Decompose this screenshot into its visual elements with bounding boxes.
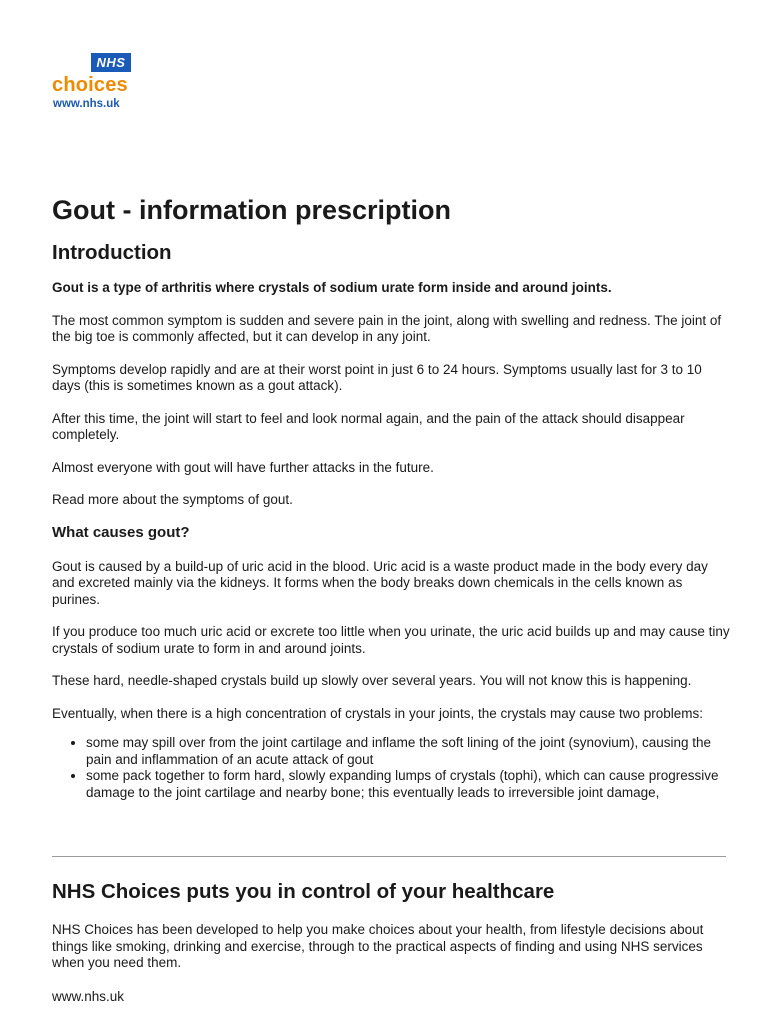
section-divider (52, 856, 726, 857)
intro-paragraph: Almost everyone with gout will have further attacks in the future. (52, 459, 434, 475)
causes-paragraph: These hard, needle-shaped crystals build up slowly over several years. You will not know this is happening. (52, 673, 692, 688)
causes-paragraph: Eventually, when there is a high concentration of crystals in your joints, the crystals may cause two problems: (52, 705, 704, 721)
lead-paragraph: Gout is a type of arthritis where crystals of sodium urate form inside and around joints. (52, 280, 612, 295)
section-heading-causes: What causes gout? (52, 523, 190, 541)
page-title: Gout - information prescription (52, 195, 451, 225)
list-item: • some may spill over from the joint cartilage and inflame the soft lining of the joint (synovium), causing the pain and inflammation of an acute attack of gout (86, 735, 732, 768)
causes-paragraph: Gout is caused by a build-up of uric acid in the blood. Uric acid is a waste product made in the body every day and excreted mainly via the kidneys. It forms when the body breaks down chemicals in the cells known as purines. (52, 558, 708, 607)
article (52, 194, 732, 801)
read-more-symptoms: Read more about the symptoms of gout. (52, 492, 293, 507)
nhs-choices-logo (52, 53, 134, 115)
list-item: • some pack together to form hard, slowly expanding lumps of crystals (tophi), which can cause progressive damage to the joint cartilage and nearby bone; this eventually leads to irreversible joint damage, (86, 768, 732, 801)
intro-paragraph: Symptoms develop rapidly and are at their worst point in just 6 to 24 hours. Symptoms usually last for 3 to 10 days (this is sometimes known as a gout attack). (52, 361, 702, 393)
logo-wordmark: choices (52, 74, 128, 96)
problems-list (52, 735, 732, 801)
nhs-badge: NHS (91, 53, 131, 72)
footer-heading: NHS Choices puts you in control of your healthcare (52, 880, 555, 903)
footer-url: www.nhs.uk (52, 988, 125, 1004)
causes-paragraph: If you produce too much uric acid or excrete too little when you urinate, the uric acid builds up and may cause tiny crystals of sodium urate to form in and around joints. (52, 624, 730, 656)
footer (52, 878, 732, 1005)
intro-paragraph: After this time, the joint will start to feel and look normal again, and the pain of the attack should disappear completely. (52, 410, 685, 442)
section-heading-introduction: Introduction (52, 241, 172, 264)
intro-paragraph: The most common symptom is sudden and severe pain in the joint, along with swelling and redness. The joint of the big toe is commonly affected, but it can develop in any joint. (52, 312, 722, 344)
footer-body: NHS Choices has been developed to help you make choices about your health, from lifestyle decisions about things like smoking, drinking and exercise, through to the practical aspects of finding and using NHS services when you need them. (52, 922, 704, 970)
logo-url: www.nhs.uk (53, 98, 120, 110)
